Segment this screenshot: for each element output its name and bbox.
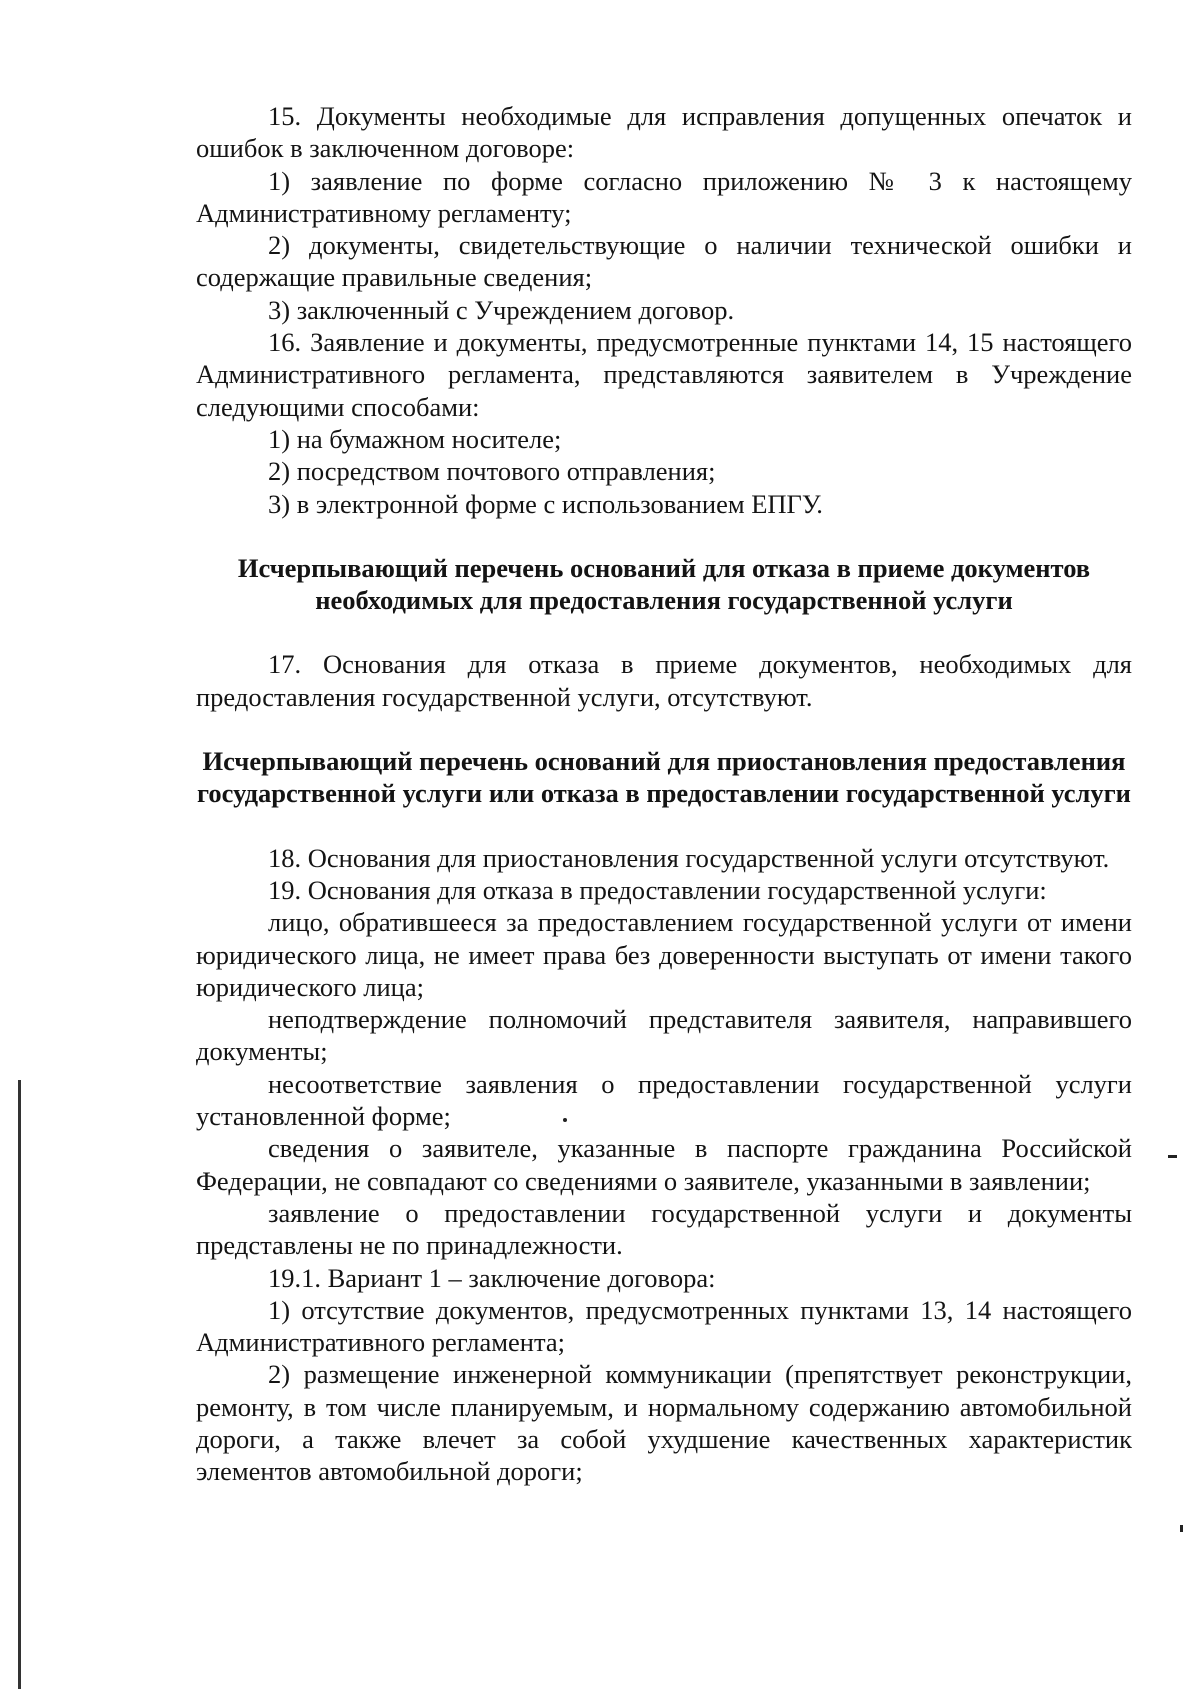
scan-edge-line — [18, 1080, 21, 1689]
paragraph: заявление о предоставлении государственной услуги и документы представлены не по принадлежности. — [196, 1197, 1132, 1261]
paragraph: лицо, обратившееся за предоставлением государственной услуги от имени юридического лица, не имеет права без доверенности выступать от имени такого юридического лица; — [196, 907, 1132, 1002]
section-heading: Исчерпывающий перечень оснований для приостановления предоставления государственной услуги или отказа в предоставлении государственной услуги — [197, 746, 1131, 809]
spacer — [196, 713, 1132, 745]
document-body — [196, 100, 1132, 1488]
section-heading: Исчерпывающий перечень оснований для отказа в приеме документов необходимых для предоставления государственной услуги — [237, 552, 1091, 616]
paragraph: 2) посредством почтового отправления; — [268, 456, 716, 487]
scan-speck — [1180, 1525, 1183, 1532]
paragraph: неподтверждение полномочий представителя заявителя, направившего документы; — [196, 1004, 1132, 1067]
paragraph: 19.1. Вариант 1 – заключение договора: — [268, 1262, 716, 1293]
spacer — [196, 520, 1132, 552]
paragraph: 18. Основания для приостановления государственной услуги отсутствуют. — [268, 842, 1110, 873]
paragraph: 19. Основания для отказа в предоставлении государственной услуги: — [268, 874, 1047, 905]
spacer — [196, 616, 1132, 648]
paragraph: несоответствие заявления о предоставлении государственной услуги установленной форме; — [196, 1068, 1132, 1132]
paragraph: 2) документы, свидетельствующие о наличии технической ошибки и содержащие правильные сведения; — [196, 230, 1132, 293]
scan-speck — [563, 1118, 567, 1122]
spacer — [196, 810, 1132, 842]
paragraph: 3) в электронной форме с использованием ЕПГУ. — [268, 488, 823, 519]
paragraph: 1) на бумажном носителе; — [268, 423, 562, 454]
paragraph: 1) заявление по форме согласно приложению № 3 к настоящему Административному регламенту; — [196, 165, 1132, 228]
paragraph: 15. Документы необходимые для исправления допущенных опечаток и ошибок в заключенном договоре: — [196, 101, 1132, 164]
paragraph: 1) отсутствие документов, предусмотренных пунктами 13, 14 настоящего Административного регламента; — [196, 1294, 1132, 1358]
scan-speck — [1168, 1155, 1177, 1158]
paragraph: 16. Заявление и документы, предусмотренные пунктами 14, 15 настоящего Административного регламента, представляются заявителем в Учреждение следующими способами: — [196, 327, 1132, 422]
paragraph: 3) заключенный с Учреждением договор. — [268, 294, 735, 325]
paragraph: сведения о заявителе, указанные в паспорте гражданина Российской Федерации, не совпадают со сведениями о заявителе, указанными в заявлении; — [196, 1133, 1132, 1196]
paragraph: 17. Основания для отказа в приеме документов, необходимых для предоставления государственной услуги, отсутствуют. — [196, 649, 1132, 712]
paragraph: 2) размещение инженерной коммуникации (препятствует реконструкции, ремонту, в том числе планируемым, и нормальному содержанию автомобильной дороги, а также влечет за собой ухудшение качественных характеристик элементов автомобильной дороги; — [196, 1359, 1132, 1487]
